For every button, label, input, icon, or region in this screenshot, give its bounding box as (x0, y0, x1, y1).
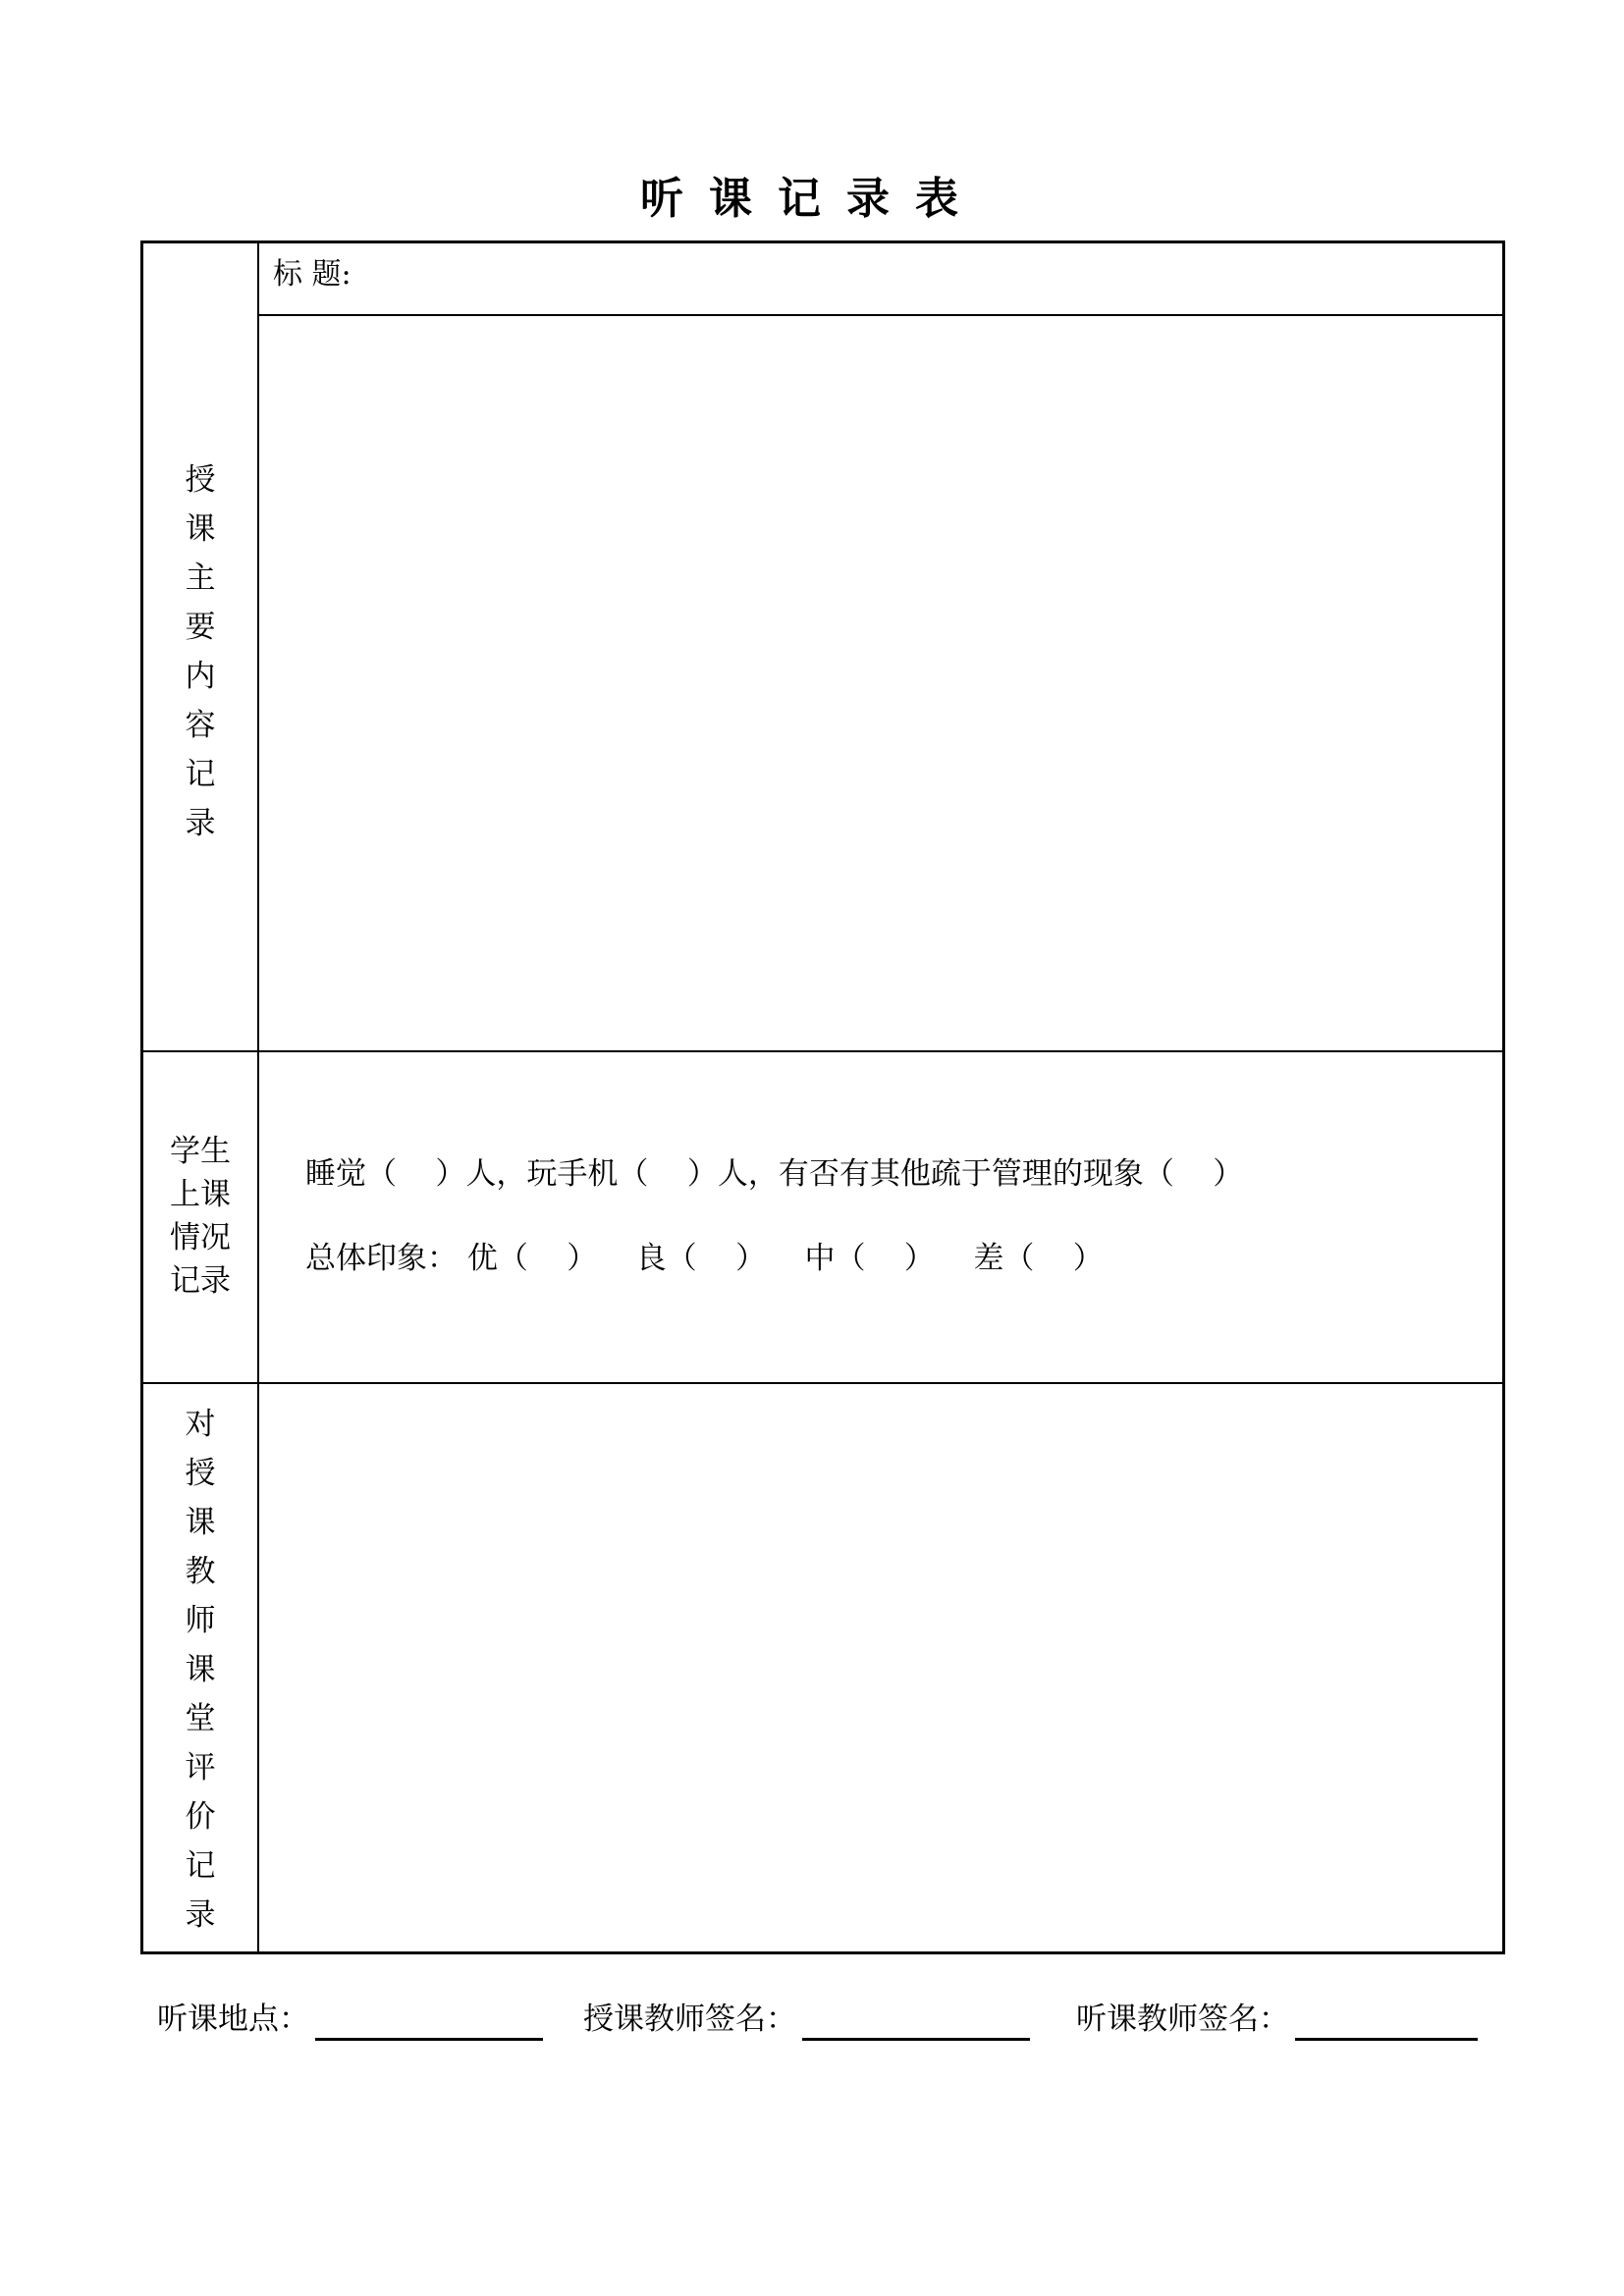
main-content-record-area[interactable] (259, 316, 1502, 1048)
listener-signature-field (1076, 1998, 1478, 2041)
page-title: 听课记录表 (640, 174, 984, 224)
topic-input-area[interactable] (399, 243, 1502, 314)
label-char: 内 (185, 659, 216, 694)
record-form-table (140, 240, 1505, 1954)
teacher-signature-field (583, 1998, 1030, 2041)
listener-signature-blank[interactable] (1295, 2001, 1478, 2041)
label-char: 堂 (185, 1701, 216, 1736)
label-char: 师 (185, 1603, 216, 1638)
student-status-section-label (143, 1130, 257, 1303)
evaluation-record-area[interactable] (259, 1384, 1502, 1951)
label-char: 价 (185, 1799, 216, 1835)
label-char: 授 (185, 462, 216, 498)
location-label: 听课地点： (157, 2002, 309, 2037)
evaluation-section-label (143, 1400, 257, 1940)
label-char: 主 (185, 561, 216, 596)
label-char: 记 (185, 757, 216, 792)
label-char: 课 (185, 1505, 216, 1540)
listener-signature-label: 听课教师签名： (1076, 2002, 1289, 2037)
label-char: 记 (185, 1848, 216, 1884)
label-char: 要 (185, 610, 216, 645)
label-char: 课 (185, 1652, 216, 1687)
sleep-phone-count-line[interactable]: 睡觉（ ）人，玩手机（ ）人，有否有其他疏于管理的现象（ ） (305, 1156, 1244, 1192)
label-char: 录 (185, 806, 216, 841)
teacher-signature-label: 授课教师签名： (583, 2002, 796, 2037)
label-line: 上课 (170, 1177, 231, 1212)
label-char: 对 (185, 1407, 216, 1442)
label-line: 情况 (170, 1220, 231, 1255)
main-content-section-label (143, 455, 257, 848)
teacher-signature-blank[interactable] (802, 2001, 1030, 2041)
label-char: 课 (185, 511, 216, 547)
label-line: 学生 (170, 1134, 231, 1169)
location-blank[interactable] (315, 2001, 543, 2041)
section-divider (143, 1050, 1502, 1052)
label-char: 录 (185, 1897, 216, 1933)
label-line: 记录 (170, 1263, 231, 1299)
topic-label: 标 题: (273, 257, 352, 292)
label-char: 评 (185, 1750, 216, 1786)
label-char: 教 (185, 1554, 216, 1589)
label-char: 容 (185, 708, 216, 743)
label-char: 授 (185, 1456, 216, 1491)
location-field (157, 1998, 543, 2041)
overall-impression-line[interactable]: 总体印象： 优（ ） 良（ ） 中（ ） 差（ ） (305, 1241, 1104, 1276)
